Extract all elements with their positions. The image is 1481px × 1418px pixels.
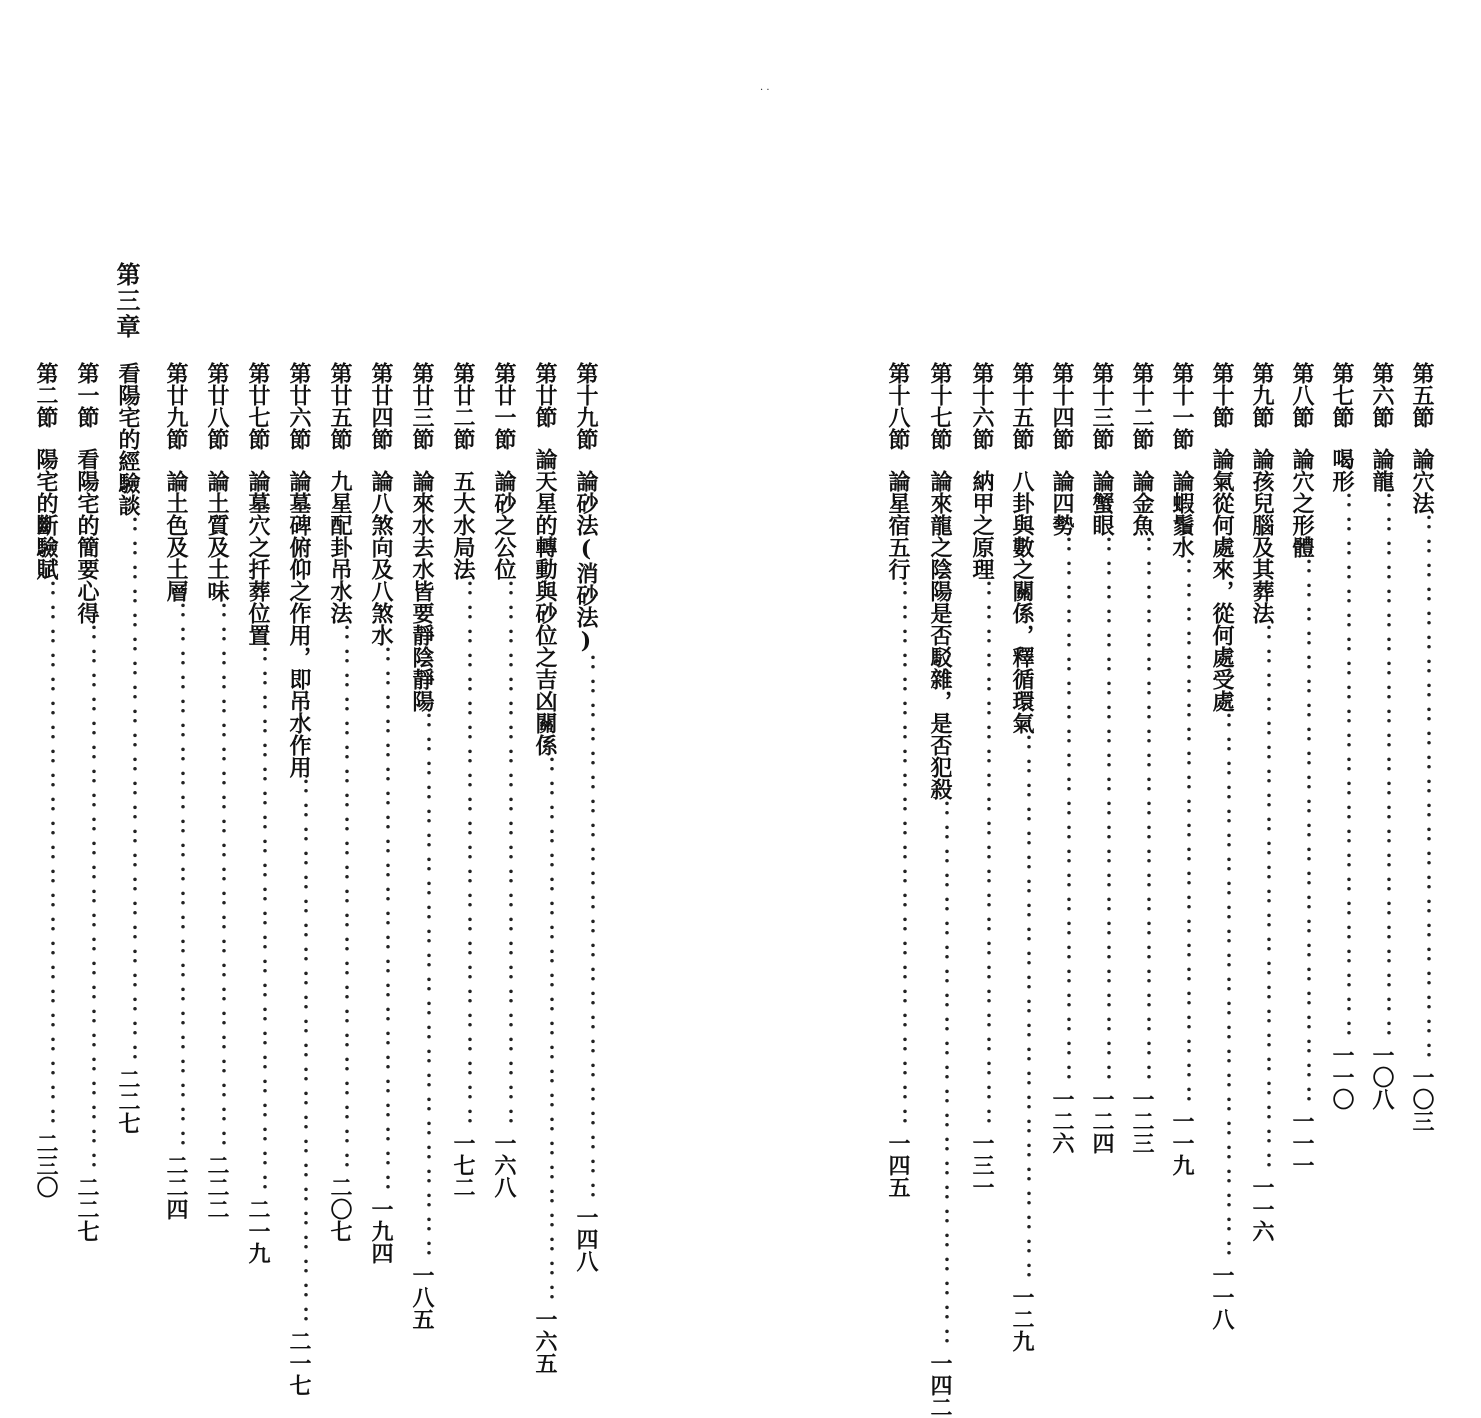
page-number: 一一一 — [1289, 1110, 1315, 1176]
page-number: 一四八 — [573, 1206, 599, 1272]
section-title: 看陽宅的簡要心得 — [74, 448, 100, 624]
toc-entry — [240, 362, 276, 1264]
page-number: 二二七 — [115, 1068, 141, 1134]
scan-specks: · · — [760, 85, 770, 96]
toc-entry — [404, 362, 440, 1330]
section-title: 論龍 — [1369, 448, 1395, 492]
leader-dots: ：：：：：：：：：：：：：：：：：：：：：：： — [491, 580, 517, 1132]
section-label: 第十六節 — [969, 362, 995, 450]
page-number: 一二九 — [1009, 1286, 1035, 1352]
leader-dots: ：：：：：：：：：：：：：：：：：：：：：：： — [1049, 536, 1075, 1088]
page-number: 二二二 — [204, 1154, 230, 1220]
section-title: 論墓穴之扦葬位置 — [245, 470, 271, 646]
page-number: 一四二 — [927, 1352, 953, 1418]
section-title: 論來龍之陰陽是否駁雜，是否犯殺 — [927, 470, 953, 800]
section-title: 論土色及土層 — [163, 470, 189, 602]
section-title: 論星宿五行 — [885, 470, 911, 580]
section-label: 第二節 — [33, 362, 59, 428]
page-number: 一一八 — [1209, 1264, 1235, 1330]
section-title: 論天星的轉動與砂位之吉凶關係 — [532, 448, 558, 756]
section-title: 五大水局法 — [450, 470, 476, 580]
toc-entry — [363, 362, 399, 1264]
leader-dots: ：：：：：：：：：：：：：：：：：：：：：：： — [1289, 558, 1315, 1110]
section-title: 論孩兒腦及其葬法 — [1249, 448, 1275, 624]
leader-dots: ：：：：：：：：：：：：：：：：：：：：：：： — [368, 646, 394, 1198]
section-label: 第五節 — [1409, 362, 1435, 428]
page-number: 一三一 — [969, 1132, 995, 1198]
page-number: 一一六 — [1249, 1176, 1275, 1242]
toc-entry — [922, 362, 958, 1418]
section-label: 第廿一節 — [491, 362, 517, 450]
section-title: 論氣從何處來，從何處受處 — [1209, 448, 1235, 712]
section-label: 第廿節 — [532, 362, 558, 428]
page-number: 一一九 — [1169, 1110, 1195, 1176]
toc-entry — [28, 362, 64, 1198]
page-number: 一二六 — [1049, 1088, 1075, 1154]
leader-dots: ：：：：：：：：：：：：：：：：：：：：：：： — [1329, 492, 1355, 1044]
leader-dots: ：：：：：：：：：：：：：：：：：：：：：：： — [74, 624, 100, 1176]
leader-dots: ：：：：：：：：：：：：：：：：：：：：：：： — [450, 580, 476, 1132]
toc-entry — [158, 362, 194, 1220]
toc-entry — [1004, 362, 1040, 1352]
chapter-label: 第三章 — [112, 262, 141, 340]
section-label: 第十九節 — [573, 362, 599, 450]
section-label: 第十七節 — [927, 362, 953, 450]
section-title: 喝形 — [1329, 448, 1355, 492]
section-label: 第廿九節 — [163, 362, 189, 450]
section-label: 第十一節 — [1169, 362, 1195, 450]
toc-entry — [964, 362, 1000, 1198]
section-label: 第廿五節 — [327, 362, 353, 450]
toc-entry — [1284, 362, 1320, 1176]
section-title: 論墓碑俯仰之作用，即吊水作用 — [286, 470, 312, 778]
section-title: 論砂之公位 — [491, 470, 517, 580]
leader-dots: ：：：：：：：：：：：：：：：：：：：：：：： — [409, 712, 435, 1264]
leader-dots: ：：：：：：：：：：：：：：：：：：：：：：： — [1209, 712, 1235, 1264]
leader-dots: ：：：：：：：：：：：：：：：：：：：：：：： — [1089, 536, 1115, 1088]
section-label: 第九節 — [1249, 362, 1275, 428]
section-label: 第廿四節 — [368, 362, 394, 450]
page-number: 一二三 — [1129, 1088, 1155, 1154]
toc-entry — [1204, 362, 1240, 1330]
section-title: 論八煞向及八煞水 — [368, 470, 394, 646]
leader-dots: ：：：：：：：：：：：：：：：：：：：：：：： — [1129, 536, 1155, 1088]
chapter-title: 看陽宅的經驗談 — [115, 362, 141, 516]
toc-entry — [1124, 362, 1160, 1154]
section-title: 論蝦鬚水 — [1169, 470, 1195, 558]
toc-entry — [1164, 362, 1200, 1176]
section-label: 第廿八節 — [204, 362, 230, 450]
leader-dots: ：：：：：：：：：：：：：：：：：：：：：：： — [204, 602, 230, 1154]
section-label: 第八節 — [1289, 362, 1315, 428]
section-title: 論來水去水皆要靜陰靜陽 — [409, 470, 435, 712]
page-number: 二〇七 — [327, 1176, 353, 1242]
page-number: 二二七 — [74, 1176, 100, 1242]
section-title: 論金魚 — [1129, 470, 1155, 536]
section-label: 第十八節 — [885, 362, 911, 450]
toc-entry — [568, 362, 604, 1272]
section-label: 第七節 — [1329, 362, 1355, 428]
toc-entry — [486, 362, 522, 1198]
toc-entry — [1244, 362, 1280, 1242]
section-label: 第十四節 — [1049, 362, 1075, 450]
section-label: 第廿六節 — [286, 362, 312, 450]
page-number: 一一〇 — [1329, 1044, 1355, 1110]
leader-dots: ：：：：：：：：：：：：：：：：：：：：：：： — [532, 756, 558, 1308]
leader-dots: ：：：：：：：：：：：：：：：：：：：：：：： — [327, 624, 353, 1176]
section-label: 第十五節 — [1009, 362, 1035, 450]
section-label: 第一節 — [74, 362, 100, 428]
toc-entry — [880, 362, 916, 1198]
leader-dots: ：：：：：：：：：：：：：：：：：：：：：：： — [115, 516, 141, 1068]
section-title: 論砂法(消砂法) — [573, 470, 599, 654]
toc-entry — [1364, 362, 1400, 1110]
leader-dots: ：：：：：：：：：：：：：：：：：：：：：：： — [969, 580, 995, 1132]
toc-entry — [281, 362, 317, 1396]
page-number: 二二四 — [163, 1154, 189, 1220]
leader-dots: ：：：：：：：：：：：：：：：：：：：：：：： — [1169, 558, 1195, 1110]
page-number: 二一七 — [286, 1330, 312, 1396]
leader-dots: ：：：：：：：：：：：：：：：：：：：：：：： — [1009, 734, 1035, 1286]
toc-entry — [527, 362, 563, 1374]
section-label: 第廿二節 — [450, 362, 476, 450]
section-label: 第廿三節 — [409, 362, 435, 450]
section-title: 陽宅的斷驗賦 — [33, 448, 59, 580]
section-title: 八卦與數之關係，釋循環氣 — [1009, 470, 1035, 734]
leader-dots: ：：：：：：：：：：：：：：：：：：：：：：： — [245, 646, 271, 1198]
page-number: 一六五 — [532, 1308, 558, 1374]
section-title: 論四勢 — [1049, 470, 1075, 536]
section-title: 論蟹眼 — [1089, 470, 1115, 536]
leader-dots: ：：：：：：：：：：：：：：：：：：：：：：： — [885, 580, 911, 1132]
leader-dots: ：：：：：：：：：：：：：：：：：：：：：：： — [33, 580, 59, 1132]
section-title: 論穴法 — [1409, 448, 1435, 514]
toc-entry — [322, 362, 358, 1242]
leader-dots: ：：：：：：：：：：：：：：：：：：：：：：： — [573, 654, 599, 1206]
toc-entry — [1084, 362, 1120, 1154]
leader-dots: ：：：：：：：：：：：：：：：：：：：：：：： — [927, 800, 953, 1352]
page-number: 一八五 — [409, 1264, 435, 1330]
page-number: 一〇三 — [1409, 1066, 1435, 1132]
section-label: 第十二節 — [1129, 362, 1155, 450]
chapter-entry — [110, 362, 146, 1134]
leader-dots: ：：：：：：：：：：：：：：：：：：：：：：： — [1249, 624, 1275, 1176]
page-number: 二三〇 — [33, 1132, 59, 1198]
page-number: 一九四 — [368, 1198, 394, 1264]
page-number: 一六八 — [491, 1132, 517, 1198]
section-title: 九星配卦吊水法 — [327, 470, 353, 624]
section-title: 納甲之原理 — [969, 470, 995, 580]
leader-dots: ：：：：：：：：：：：：：：：：：：：：：：： — [1409, 514, 1435, 1066]
page-number: 一四五 — [885, 1132, 911, 1198]
toc-entry — [1044, 362, 1080, 1154]
toc-entry — [445, 362, 481, 1198]
section-label: 第廿七節 — [245, 362, 271, 450]
toc-entry — [199, 362, 235, 1220]
toc-entry — [69, 362, 105, 1242]
page-number: 一二四 — [1089, 1088, 1115, 1154]
toc-entry — [1404, 362, 1440, 1132]
page-number: 一七二 — [450, 1132, 476, 1198]
leader-dots: ：：：：：：：：：：：：：：：：：：：：：：： — [286, 778, 312, 1330]
section-title: 論穴之形體 — [1289, 448, 1315, 558]
section-label: 第十三節 — [1089, 362, 1115, 450]
section-title: 論土質及土味 — [204, 470, 230, 602]
section-label: 第六節 — [1369, 362, 1395, 428]
leader-dots: ：：：：：：：：：：：：：：：：：：：：：：： — [1369, 492, 1395, 1044]
toc-entry — [1324, 362, 1360, 1110]
page-number: 二一九 — [245, 1198, 271, 1264]
section-label: 第十節 — [1209, 362, 1235, 428]
leader-dots: ：：：：：：：：：：：：：：：：：：：：：：： — [163, 602, 189, 1154]
page-number: 一〇八 — [1369, 1044, 1395, 1110]
